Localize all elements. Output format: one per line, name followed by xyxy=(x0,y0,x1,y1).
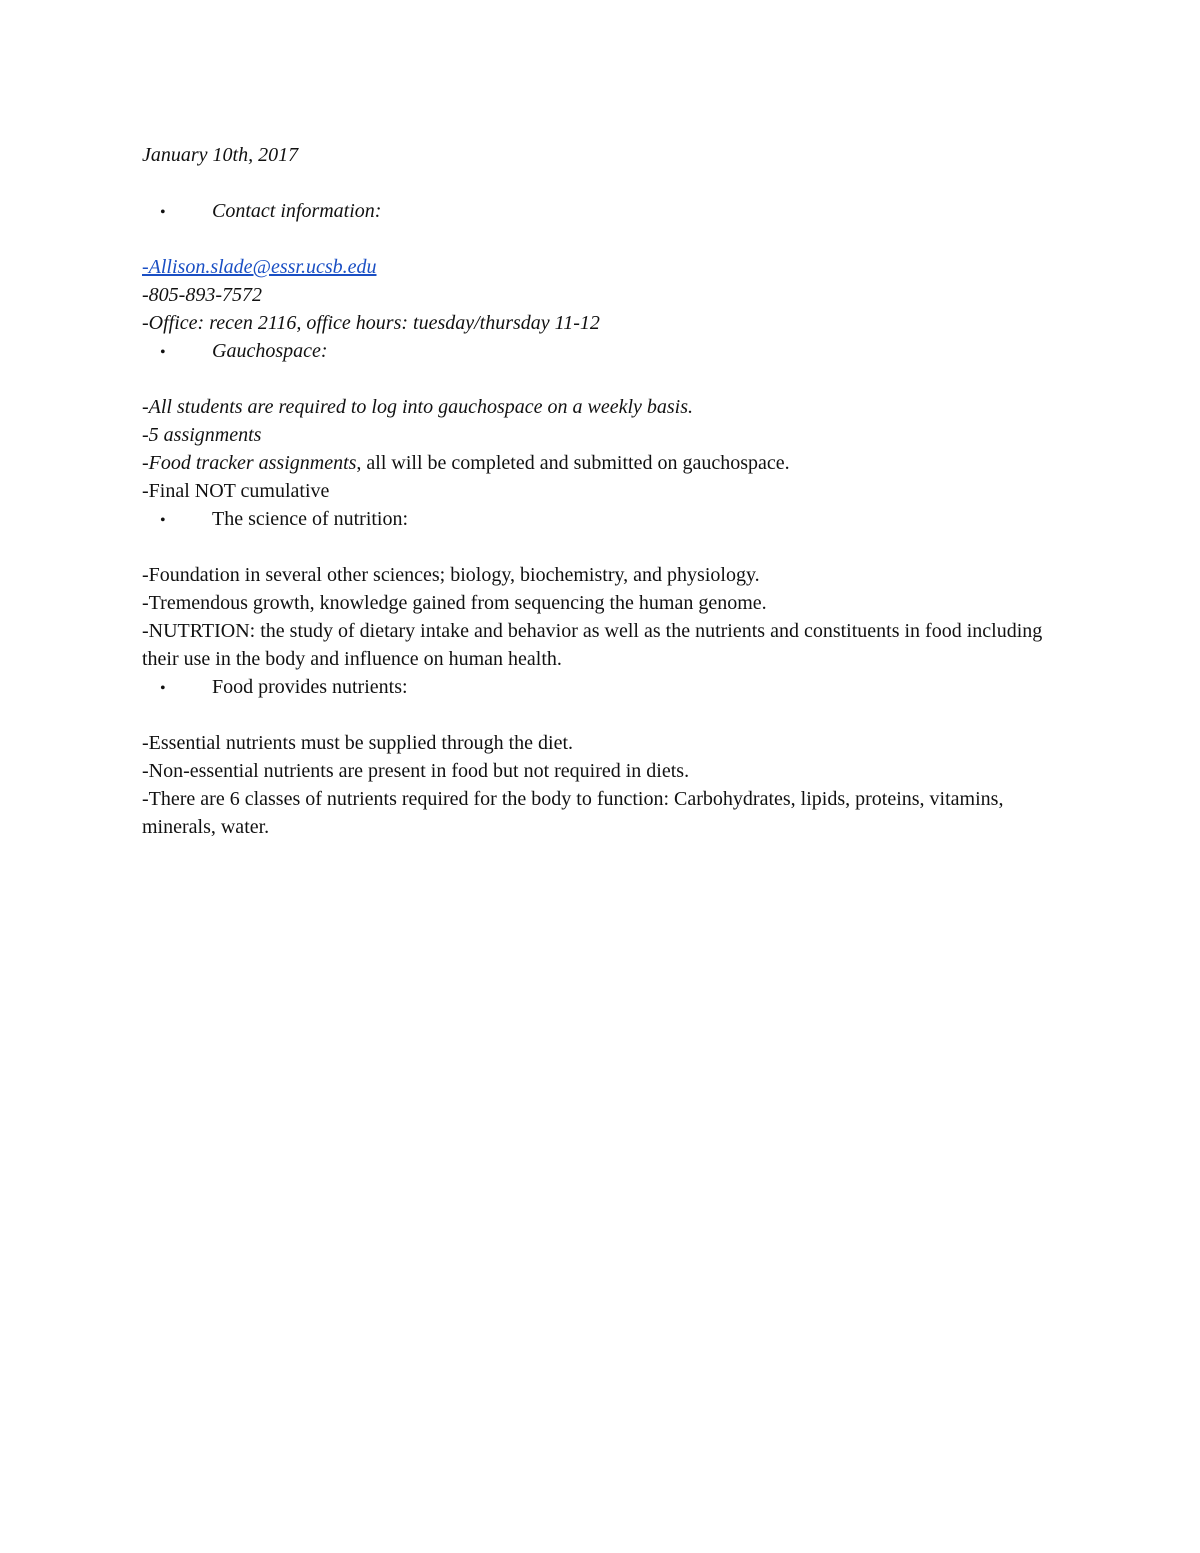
assignments-count-line: -5 assignments xyxy=(142,424,262,446)
foundation-line: -Foundation in several other sciences; biology, biochemistry, and physiology. xyxy=(142,564,760,586)
essential-nutrients-line: -Essential nutrients must be supplied through the diet. xyxy=(142,732,574,754)
bullet-icon: • xyxy=(160,204,166,221)
nutrition-definition-line: -NUTRTION: the study of dietary intake and behavior as well as the nutrients and constituents in food including their use in the body and influence on human health. xyxy=(142,620,1043,670)
growth-line: -Tremendous growth, knowledge gained from sequencing the human genome. xyxy=(142,592,767,614)
nutrient-classes-line: -There are 6 classes of nutrients required for the body to function: Carbohydrates, lipids, proteins, vitamins, minerals, water. xyxy=(142,788,1004,838)
food-tracker-detail: , all will be completed and submitted on gauchospace. xyxy=(356,452,790,474)
office-hours-line: -Office: recen 2116, office hours: tuesday/thursday 11-12 xyxy=(142,312,600,334)
bullet-icon: • xyxy=(160,512,166,529)
bullet-food-provides-nutrients xyxy=(142,673,1067,701)
bullet-science-of-nutrition xyxy=(142,505,1067,533)
non-essential-nutrients-line: -Non-essential nutrients are present in food but not required in diets. xyxy=(142,760,690,782)
note-date: January 10th, 2017 xyxy=(142,144,299,166)
bullet-gauchospace xyxy=(142,337,1067,365)
email-link[interactable]: -Allison.slade@essr.ucsb.edu xyxy=(142,256,377,278)
bullet-icon: • xyxy=(160,680,166,697)
section-heading: Contact information: xyxy=(212,200,382,222)
food-tracker-line xyxy=(142,449,1067,477)
section-heading: Gauchospace: xyxy=(212,340,328,362)
section-heading: The science of nutrition: xyxy=(212,508,409,530)
food-tracker-label: -Food tracker assignments xyxy=(142,452,357,474)
bullet-icon: • xyxy=(160,344,166,361)
notes-body xyxy=(142,141,1067,841)
section-heading: Food provides nutrients: xyxy=(212,676,408,698)
contact-phone-line: -805-893-7572 xyxy=(142,284,262,306)
contact-email-line xyxy=(142,253,1067,281)
weekly-login-line: -All students are required to log into gauchospace on a weekly basis. xyxy=(142,396,694,418)
bullet-contact-information xyxy=(142,197,1067,225)
final-exam-line: -Final NOT cumulative xyxy=(142,480,330,502)
